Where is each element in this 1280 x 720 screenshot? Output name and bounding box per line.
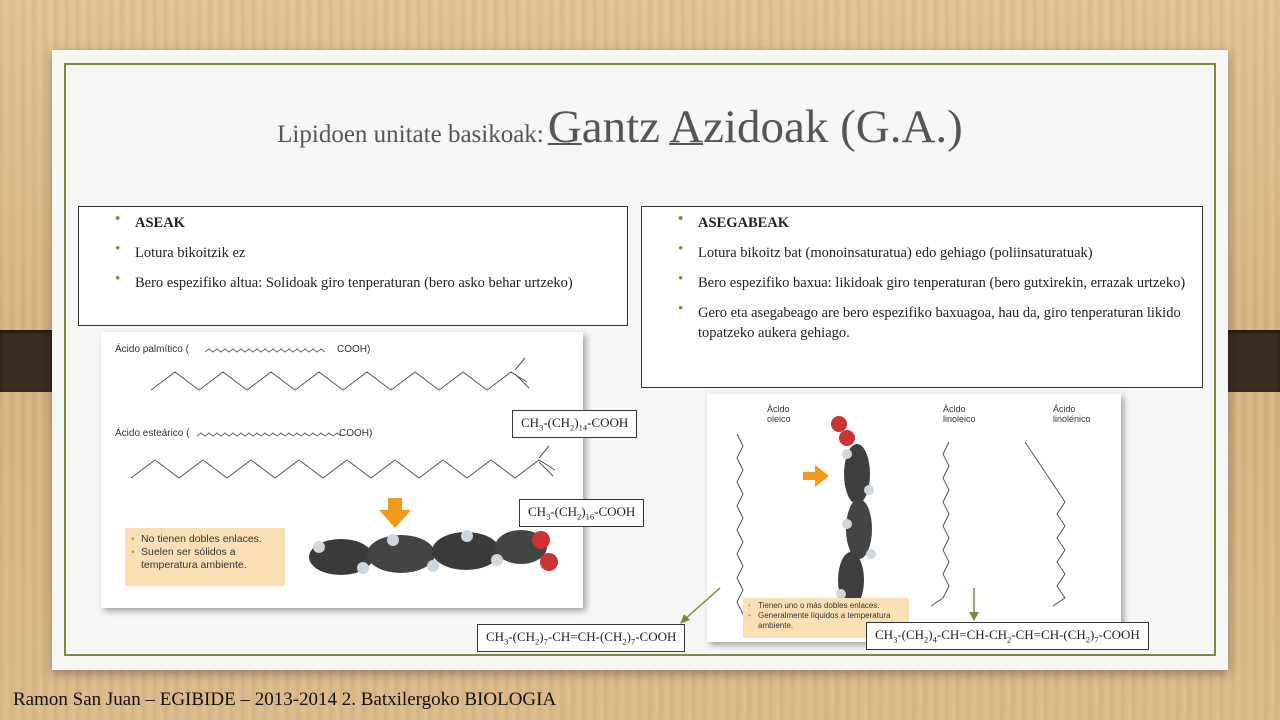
title-abbrev: (G.A.) bbox=[840, 101, 963, 153]
linoleic-formula: $CH_3-(CH_2)_4-CH=CH-CH_2-CH=CH-(CH_2)_7$-COOH bbox=[866, 622, 1149, 650]
aseak-item: • Lotura bikoitzik ez bbox=[79, 243, 617, 263]
stearic-chain-icon bbox=[131, 460, 555, 478]
palmitic-chain-icon bbox=[151, 372, 527, 390]
asegabeak-box bbox=[641, 206, 1203, 388]
aseak-heading: • ASEAK bbox=[79, 213, 617, 233]
asegabeak-item: • Lotura bikoitz bat (monoinsaturatua) edo gehiago (poliinsaturatuak) bbox=[642, 243, 1192, 263]
stearic-formula: $CH_3-(CH_2)_{16}$-COOH bbox=[519, 499, 644, 527]
aseak-item: • Bero espezifiko altua: Solidoak giro tenperaturan (bero asko behar urtzeko) bbox=[79, 273, 617, 293]
asegabeak-item: • Gero eta asegabeago are bero espezifiko baxuagoa, hau da, giro tenperaturan likido topatzeko aukera gehiago. bbox=[642, 303, 1192, 343]
palmitic-zigzag-icon bbox=[205, 349, 325, 352]
title-antz: antz bbox=[581, 101, 670, 153]
oleic-label: Ácido oleico bbox=[767, 404, 791, 424]
title-zidoak: zidoak bbox=[703, 101, 829, 153]
linoleic-label: Ácido linoleico bbox=[943, 404, 976, 424]
saturated-note-item: • Suelen ser sólidos a temperatura ambiente. bbox=[129, 546, 281, 572]
wood-bar-left bbox=[0, 330, 52, 392]
stearic-label: Ácido esteárico ( bbox=[115, 428, 190, 439]
right-arrow-icon bbox=[803, 465, 829, 487]
linolenic-chain-icon bbox=[1025, 442, 1065, 606]
title-a: A bbox=[669, 101, 704, 153]
palmitic-end: COOH) bbox=[337, 344, 371, 355]
saturated-note bbox=[125, 528, 285, 586]
title-prefix: Lipidoen unitate basikoak: bbox=[277, 121, 544, 148]
palmitic-cooh-icon bbox=[515, 358, 529, 388]
stearic-end: COOH) bbox=[339, 428, 373, 439]
slide-title bbox=[0, 100, 1240, 154]
unsaturated-note-item: • Generalmente líquidos a temperatura ambiente. bbox=[746, 611, 906, 631]
space-filling-model-icon bbox=[309, 530, 558, 575]
stearic-zigzag-icon bbox=[197, 433, 341, 436]
unsaturated-note-item: • Tienen uno o más dobles enlaces. bbox=[746, 601, 906, 611]
asegabeak-item: • Bero espezifiko baxua: likidoak giro tenperaturan (bero gutxirekin, errazak urtzeko) bbox=[642, 273, 1192, 293]
oleic-formula: $CH_3-(CH_2)_7-CH=CH-(CH_2)_7$-COOH bbox=[477, 624, 685, 652]
oleic-chain-icon bbox=[737, 434, 743, 614]
oleic-space-filling-icon bbox=[831, 416, 876, 608]
linolenic-label: Ácido linolénico bbox=[1053, 404, 1091, 424]
palmitic-formula: $CH_3-(CH_2)_{14}$-COOH bbox=[512, 410, 637, 438]
palmitic-label: Ácido palmítico ( bbox=[115, 344, 189, 355]
linoleic-chain-icon bbox=[931, 442, 949, 606]
saturated-figure bbox=[101, 332, 583, 608]
down-arrow-icon bbox=[379, 498, 411, 528]
asegabeak-heading: • ASEGABEAK bbox=[642, 213, 1192, 233]
saturated-note-item: • No tienen dobles enlaces. bbox=[129, 533, 281, 546]
aseak-box bbox=[78, 206, 628, 326]
title-g: G bbox=[547, 101, 582, 153]
unsaturated-figure bbox=[707, 394, 1121, 642]
footer: Ramon San Juan – EGIBIDE – 2013-2014 2. Batxilergoko BIOLOGIA bbox=[13, 689, 557, 710]
